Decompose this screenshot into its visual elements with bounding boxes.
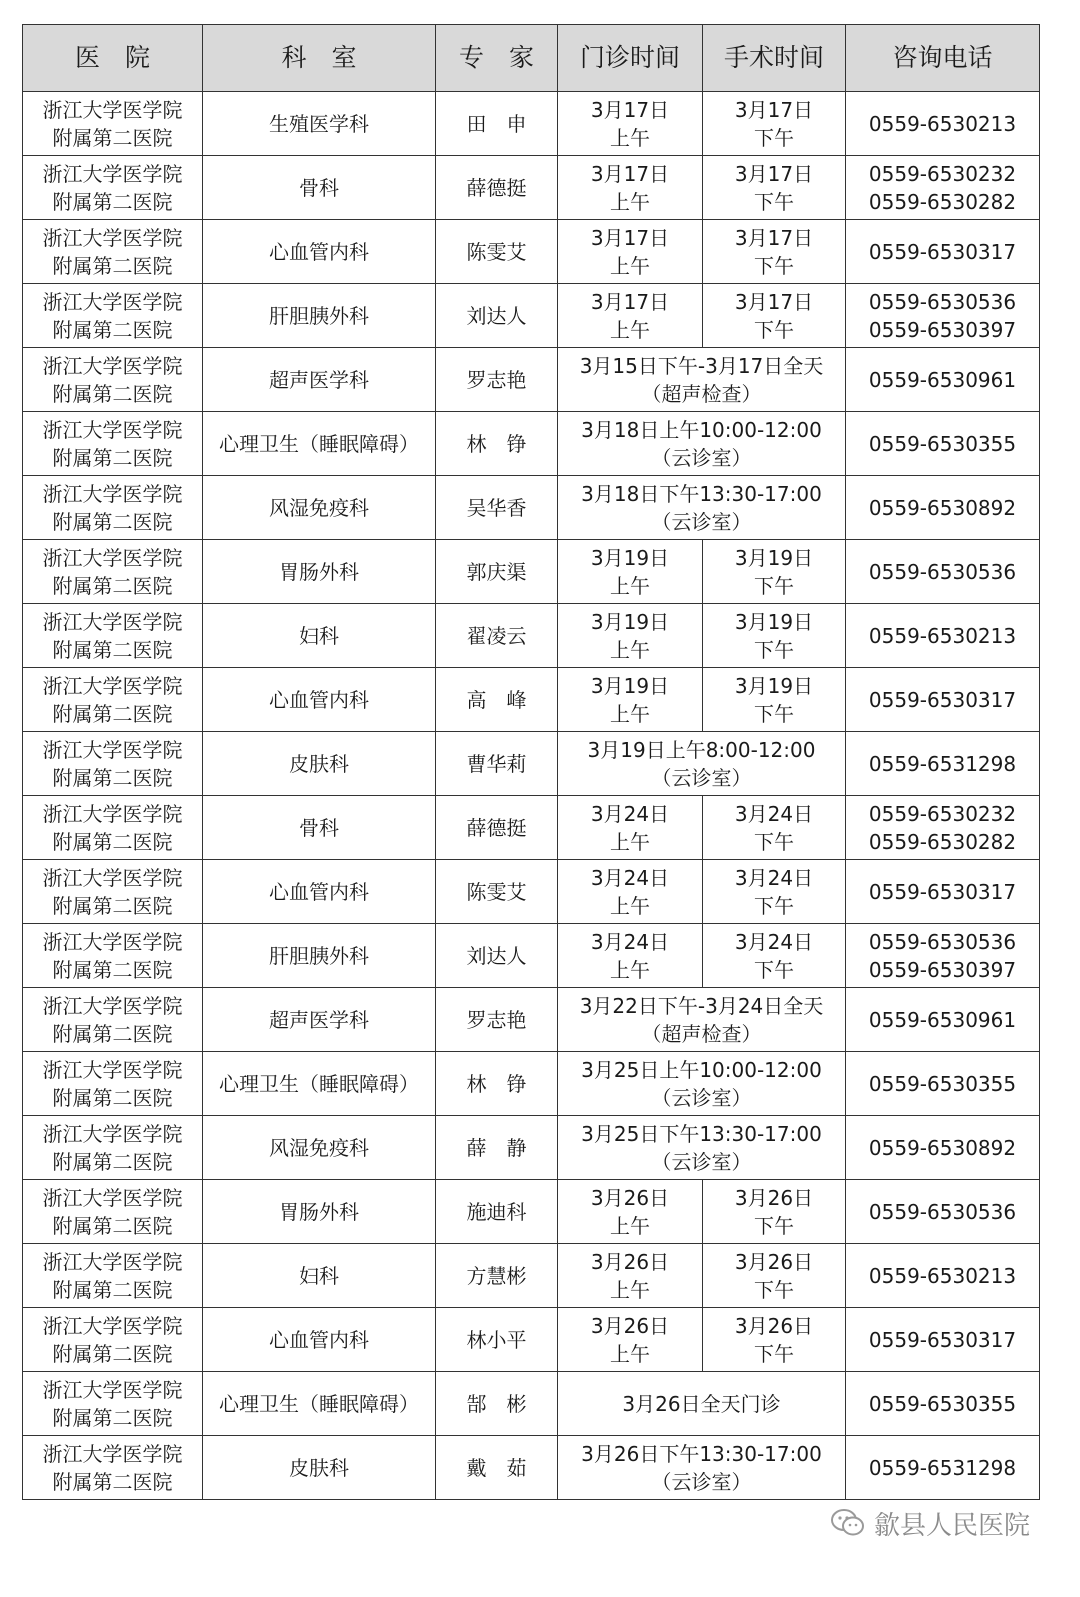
hospital-cell (23, 92, 203, 156)
clinic-time-cell-line: 3月24日 (590, 865, 670, 890)
hospital-cell-line: 附属第二医院 (52, 957, 173, 982)
surgery-time-cell (703, 1180, 846, 1244)
clinic-time-cell (558, 284, 703, 348)
phone-cell-line: 0559-6530355 (868, 1071, 1017, 1096)
phone-cell-line: 0559-6530355 (868, 431, 1017, 456)
phone-cell (846, 1372, 1040, 1436)
merged-time-cell-line: 3月26日下午13:30-17:00 (581, 1441, 822, 1466)
phone-cell (846, 92, 1040, 156)
merged-time-cell-line: （云诊室） (651, 1085, 752, 1110)
expert-cell: 方慧彬 (436, 1244, 558, 1308)
surgery-time-cell (703, 604, 846, 668)
surgery-time-cell-line: 下午 (754, 957, 794, 982)
expert-cell: 陈雯艾 (436, 860, 558, 924)
watermark-text: 歙县人民医院 (874, 1510, 1031, 1541)
hospital-cell-line: 浙江大学医学院 (42, 97, 183, 122)
expert-cell: 吴华香 (436, 476, 558, 540)
phone-cell (846, 604, 1040, 668)
phone-cell-line: 0559-6530536 (868, 289, 1017, 314)
hospital-cell-line: 附属第二医院 (52, 1149, 173, 1174)
department-cell: 生殖医学科 (203, 92, 436, 156)
hospital-cell-line: 附属第二医院 (52, 1213, 173, 1238)
surgery-time-cell-line: 3月24日 (734, 865, 814, 890)
phone-cell (846, 284, 1040, 348)
hospital-cell (23, 604, 203, 668)
phone-cell-line: 0559-6530355 (868, 1391, 1017, 1416)
clinic-time-cell (558, 1244, 703, 1308)
hospital-cell-line: 浙江大学医学院 (42, 1441, 183, 1466)
header-hospital: 医 院 (23, 25, 203, 92)
hospital-cell-line: 浙江大学医学院 (42, 1313, 183, 1338)
merged-time-cell (558, 732, 846, 796)
expert-cell: 郜 彬 (436, 1372, 558, 1436)
hospital-cell-line: 浙江大学医学院 (42, 993, 183, 1018)
merged-time-cell-line: （云诊室） (651, 765, 752, 790)
surgery-time-cell (703, 284, 846, 348)
hospital-cell-line: 附属第二医院 (52, 1469, 173, 1494)
phone-cell (846, 668, 1040, 732)
department-cell: 肝胆胰外科 (203, 284, 436, 348)
phone-cell-line: 0559-6530232 (868, 161, 1017, 186)
hospital-cell-line: 附属第二医院 (52, 125, 173, 150)
phone-cell-line: 0559-6530213 (868, 1263, 1017, 1288)
table-row (23, 220, 1040, 284)
hospital-cell (23, 540, 203, 604)
phone-cell-line: 0559-6531298 (868, 1455, 1017, 1480)
clinic-time-cell-line: 上午 (610, 1213, 650, 1238)
hospital-cell-line: 附属第二医院 (52, 1405, 173, 1430)
hospital-cell (23, 988, 203, 1052)
phone-cell (846, 796, 1040, 860)
clinic-time-cell (558, 860, 703, 924)
surgery-time-cell-line: 下午 (754, 893, 794, 918)
table-row (23, 1052, 1040, 1116)
surgery-time-cell-line: 下午 (754, 829, 794, 854)
merged-time-cell-line: 3月19日上午8:00-12:00 (587, 737, 816, 762)
hospital-cell (23, 1244, 203, 1308)
clinic-time-cell (558, 1180, 703, 1244)
clinic-time-cell-line: 3月17日 (590, 225, 670, 250)
phone-cell (846, 1436, 1040, 1500)
surgery-time-cell-line: 下午 (754, 125, 794, 150)
expert-cell: 薛 静 (436, 1116, 558, 1180)
hospital-cell-line: 浙江大学医学院 (42, 1185, 183, 1210)
clinic-time-cell (558, 92, 703, 156)
clinic-time-cell-line: 3月19日 (590, 609, 670, 634)
surgery-time-cell-line: 下午 (754, 253, 794, 278)
merged-time-cell-line: （超声检查） (641, 1021, 762, 1046)
clinic-time-cell-line: 上午 (610, 317, 650, 342)
merged-time-cell-line: 3月15日下午-3月17日全天 (579, 353, 824, 378)
hospital-cell (23, 220, 203, 284)
table-row (23, 348, 1040, 412)
department-cell: 心血管内科 (203, 860, 436, 924)
clinic-time-cell-line: 3月17日 (590, 289, 670, 314)
clinic-time-cell-line: 上午 (610, 957, 650, 982)
hospital-cell-line: 附属第二医院 (52, 253, 173, 278)
expert-cell: 戴 茹 (436, 1436, 558, 1500)
hospital-cell (23, 476, 203, 540)
table-row (23, 860, 1040, 924)
surgery-time-cell-line: 3月19日 (734, 545, 814, 570)
table-row (23, 668, 1040, 732)
merged-time-cell (558, 412, 846, 476)
expert-cell: 林 铮 (436, 412, 558, 476)
phone-cell (846, 412, 1040, 476)
clinic-time-cell (558, 1308, 703, 1372)
surgery-time-cell-line: 下午 (754, 1277, 794, 1302)
hospital-cell (23, 348, 203, 412)
merged-time-cell (558, 476, 846, 540)
hospital-cell-line: 附属第二医院 (52, 765, 173, 790)
phone-cell (846, 924, 1040, 988)
table-row (23, 1436, 1040, 1500)
merged-time-cell-line: （云诊室） (651, 1149, 752, 1174)
clinic-time-cell-line: 3月24日 (590, 801, 670, 826)
expert-cell: 罗志艳 (436, 348, 558, 412)
department-cell: 骨科 (203, 796, 436, 860)
hospital-cell-line: 附属第二医院 (52, 573, 173, 598)
hospital-cell-line: 附属第二医院 (52, 637, 173, 662)
surgery-time-cell-line: 3月19日 (734, 673, 814, 698)
clinic-time-cell-line: 3月26日 (590, 1313, 670, 1338)
hospital-cell-line: 附属第二医院 (52, 189, 173, 214)
hospital-cell-line: 浙江大学医学院 (42, 801, 183, 826)
phone-cell (846, 1052, 1040, 1116)
merged-time-cell-line: （云诊室） (651, 1469, 752, 1494)
department-cell: 妇科 (203, 1244, 436, 1308)
phone-cell (846, 1308, 1040, 1372)
clinic-time-cell-line: 上午 (610, 253, 650, 278)
phone-cell-line: 0559-6531298 (868, 751, 1017, 776)
surgery-time-cell-line: 下午 (754, 317, 794, 342)
department-cell: 肝胆胰外科 (203, 924, 436, 988)
merged-time-cell-line: 3月26日全天门诊 (622, 1391, 781, 1416)
hospital-cell-line: 浙江大学医学院 (42, 1121, 183, 1146)
surgery-time-cell (703, 92, 846, 156)
expert-cell: 罗志艳 (436, 988, 558, 1052)
department-cell: 超声医学科 (203, 988, 436, 1052)
header-surgery-time: 手术时间 (703, 25, 846, 92)
wechat-icon (830, 1508, 866, 1538)
surgery-time-cell (703, 1244, 846, 1308)
table-row (23, 92, 1040, 156)
expert-cell: 曹华莉 (436, 732, 558, 796)
hospital-cell-line: 附属第二医院 (52, 381, 173, 406)
clinic-time-cell-line: 上午 (610, 893, 650, 918)
clinic-time-cell (558, 668, 703, 732)
table-row (23, 156, 1040, 220)
hospital-cell-line: 附属第二医院 (52, 893, 173, 918)
clinic-time-cell (558, 604, 703, 668)
department-cell: 胃肠外科 (203, 1180, 436, 1244)
header-department: 科 室 (203, 25, 436, 92)
table-row (23, 604, 1040, 668)
phone-cell-line: 0559-6530317 (868, 687, 1017, 712)
merged-time-cell (558, 1372, 846, 1436)
department-cell: 心血管内科 (203, 220, 436, 284)
clinic-time-cell-line: 3月26日 (590, 1185, 670, 1210)
hospital-cell-line: 浙江大学医学院 (42, 1057, 183, 1082)
surgery-time-cell-line: 下午 (754, 189, 794, 214)
hospital-cell (23, 1436, 203, 1500)
clinic-time-cell-line: 3月26日 (590, 1249, 670, 1274)
expert-cell: 陈雯艾 (436, 220, 558, 284)
hospital-cell (23, 924, 203, 988)
expert-cell: 薛德挺 (436, 156, 558, 220)
department-cell: 超声医学科 (203, 348, 436, 412)
department-cell: 皮肤科 (203, 732, 436, 796)
phone-cell-line: 0559-6530317 (868, 1327, 1017, 1352)
merged-time-cell-line: 3月25日上午10:00-12:00 (581, 1057, 822, 1082)
table-row (23, 412, 1040, 476)
table-row (23, 732, 1040, 796)
surgery-time-cell-line: 下午 (754, 637, 794, 662)
merged-time-cell (558, 1116, 846, 1180)
hospital-cell (23, 1180, 203, 1244)
merged-time-cell (558, 348, 846, 412)
hospital-cell-line: 浙江大学医学院 (42, 673, 183, 698)
clinic-time-cell-line: 上午 (610, 125, 650, 150)
clinic-time-cell-line: 上午 (610, 573, 650, 598)
phone-cell (846, 732, 1040, 796)
surgery-time-cell (703, 156, 846, 220)
table-row (23, 1180, 1040, 1244)
department-cell: 心理卫生（睡眠障碍） (203, 412, 436, 476)
hospital-cell-line: 浙江大学医学院 (42, 929, 183, 954)
phone-cell-line: 0559-6530892 (868, 495, 1017, 520)
surgery-time-cell-line: 3月26日 (734, 1185, 814, 1210)
hospital-cell-line: 附属第二医院 (52, 445, 173, 470)
phone-cell-line: 0559-6530232 (868, 801, 1017, 826)
clinic-time-cell-line: 3月17日 (590, 161, 670, 186)
table-row (23, 540, 1040, 604)
phone-cell (846, 1180, 1040, 1244)
phone-cell-line: 0559-6530213 (868, 623, 1017, 648)
phone-cell (846, 156, 1040, 220)
surgery-time-cell-line: 3月24日 (734, 929, 814, 954)
surgery-time-cell (703, 540, 846, 604)
surgery-time-cell-line: 3月17日 (734, 225, 814, 250)
clinic-time-cell-line: 上午 (610, 1341, 650, 1366)
phone-cell-line: 0559-6530536 (868, 929, 1017, 954)
clinic-time-cell-line: 上午 (610, 829, 650, 854)
clinic-time-cell-line: 3月17日 (590, 97, 670, 122)
hospital-cell (23, 796, 203, 860)
phone-cell-line: 0559-6530536 (868, 559, 1017, 584)
hospital-cell-line: 浙江大学医学院 (42, 1249, 183, 1274)
surgery-time-cell (703, 668, 846, 732)
surgery-time-cell-line: 3月17日 (734, 161, 814, 186)
expert-cell: 施迪科 (436, 1180, 558, 1244)
clinic-time-cell (558, 796, 703, 860)
clinic-time-cell-line: 上午 (610, 189, 650, 214)
merged-time-cell-line: （超声检查） (641, 381, 762, 406)
merged-time-cell-line: （云诊室） (651, 509, 752, 534)
hospital-cell-line: 附属第二医院 (52, 509, 173, 534)
table-row (23, 796, 1040, 860)
schedule-table (22, 24, 1040, 1500)
hospital-cell-line: 浙江大学医学院 (42, 1377, 183, 1402)
phone-cell (846, 860, 1040, 924)
surgery-time-cell-line: 3月17日 (734, 97, 814, 122)
surgery-time-cell-line: 3月17日 (734, 289, 814, 314)
surgery-time-cell-line: 下午 (754, 573, 794, 598)
hospital-cell-line: 附属第二医院 (52, 829, 173, 854)
surgery-time-cell (703, 924, 846, 988)
surgery-time-cell-line: 3月26日 (734, 1249, 814, 1274)
department-cell: 心理卫生（睡眠障碍） (203, 1052, 436, 1116)
table-row (23, 924, 1040, 988)
hospital-cell-line: 浙江大学医学院 (42, 481, 183, 506)
hospital-cell (23, 156, 203, 220)
department-cell: 妇科 (203, 604, 436, 668)
table-row (23, 284, 1040, 348)
table-row (23, 1372, 1040, 1436)
phone-cell-line: 0559-6530397 (868, 317, 1017, 342)
clinic-time-cell-line: 3月24日 (590, 929, 670, 954)
phone-cell-line: 0559-6530282 (868, 189, 1017, 214)
hospital-cell-line: 浙江大学医学院 (42, 225, 183, 250)
clinic-time-cell (558, 540, 703, 604)
surgery-time-cell-line: 下午 (754, 1341, 794, 1366)
expert-cell: 刘达人 (436, 924, 558, 988)
clinic-time-cell (558, 924, 703, 988)
hospital-cell-line: 附属第二医院 (52, 1021, 173, 1046)
surgery-time-cell-line: 下午 (754, 701, 794, 726)
department-cell: 胃肠外科 (203, 540, 436, 604)
phone-cell-line: 0559-6530282 (868, 829, 1017, 854)
hospital-cell-line: 浙江大学医学院 (42, 417, 183, 442)
clinic-time-cell-line: 上午 (610, 637, 650, 662)
hospital-cell (23, 1308, 203, 1372)
expert-cell: 郭庆渠 (436, 540, 558, 604)
clinic-time-cell-line: 3月19日 (590, 673, 670, 698)
header-clinic-time: 门诊时间 (558, 25, 703, 92)
expert-cell: 林 铮 (436, 1052, 558, 1116)
phone-cell-line: 0559-6530397 (868, 957, 1017, 982)
phone-cell (846, 220, 1040, 284)
phone-cell (846, 988, 1040, 1052)
hospital-cell (23, 860, 203, 924)
merged-time-cell-line: 3月25日下午13:30-17:00 (581, 1121, 822, 1146)
department-cell: 风湿免疫科 (203, 476, 436, 540)
expert-cell: 翟凌云 (436, 604, 558, 668)
department-cell: 风湿免疫科 (203, 1116, 436, 1180)
department-cell: 心血管内科 (203, 668, 436, 732)
merged-time-cell-line: 3月18日上午10:00-12:00 (581, 417, 822, 442)
phone-cell (846, 476, 1040, 540)
clinic-time-cell-line: 3月19日 (590, 545, 670, 570)
table-row (23, 476, 1040, 540)
department-cell: 心理卫生（睡眠障碍） (203, 1372, 436, 1436)
department-cell: 心血管内科 (203, 1308, 436, 1372)
surgery-time-cell-line: 下午 (754, 1213, 794, 1238)
surgery-time-cell-line: 3月19日 (734, 609, 814, 634)
surgery-time-cell (703, 220, 846, 284)
phone-cell-line: 0559-6530317 (868, 239, 1017, 264)
clinic-time-cell-line: 上午 (610, 701, 650, 726)
surgery-time-cell (703, 860, 846, 924)
header-phone: 咨询电话 (846, 25, 1040, 92)
surgery-time-cell-line: 3月26日 (734, 1313, 814, 1338)
merged-time-cell (558, 1436, 846, 1500)
expert-cell: 薛德挺 (436, 796, 558, 860)
table-row (23, 988, 1040, 1052)
merged-time-cell-line: 3月22日下午-3月24日全天 (579, 993, 824, 1018)
surgery-time-cell (703, 796, 846, 860)
header-row (23, 25, 1040, 92)
expert-cell: 高 峰 (436, 668, 558, 732)
hospital-cell-line: 浙江大学医学院 (42, 737, 183, 762)
phone-cell (846, 1244, 1040, 1308)
phone-cell-line: 0559-6530536 (868, 1199, 1017, 1224)
hospital-cell (23, 412, 203, 476)
hospital-cell (23, 1116, 203, 1180)
hospital-cell-line: 浙江大学医学院 (42, 609, 183, 634)
hospital-cell-line: 附属第二医院 (52, 317, 173, 342)
department-cell: 皮肤科 (203, 1436, 436, 1500)
merged-time-cell (558, 1052, 846, 1116)
phone-cell (846, 540, 1040, 604)
surgery-time-cell (703, 1308, 846, 1372)
hospital-cell-line: 附属第二医院 (52, 1085, 173, 1110)
phone-cell-line: 0559-6530892 (868, 1135, 1017, 1160)
merged-time-cell (558, 988, 846, 1052)
merged-time-cell-line: 3月18日下午13:30-17:00 (581, 481, 822, 506)
clinic-time-cell (558, 156, 703, 220)
clinic-time-cell-line: 上午 (610, 1277, 650, 1302)
hospital-cell (23, 1372, 203, 1436)
hospital-cell-line: 附属第二医院 (52, 1341, 173, 1366)
table-row (23, 1116, 1040, 1180)
phone-cell-line: 0559-6530317 (868, 879, 1017, 904)
phone-cell (846, 348, 1040, 412)
table-row (23, 1308, 1040, 1372)
phone-cell-line: 0559-6530213 (868, 111, 1017, 136)
expert-cell: 田 申 (436, 92, 558, 156)
expert-cell: 林小平 (436, 1308, 558, 1372)
hospital-cell-line: 浙江大学医学院 (42, 545, 183, 570)
hospital-cell (23, 1052, 203, 1116)
department-cell: 骨科 (203, 156, 436, 220)
expert-cell: 刘达人 (436, 284, 558, 348)
header-expert: 专 家 (436, 25, 558, 92)
merged-time-cell-line: （云诊室） (651, 445, 752, 470)
hospital-cell-line: 浙江大学医学院 (42, 289, 183, 314)
hospital-cell-line: 浙江大学医学院 (42, 865, 183, 890)
hospital-cell (23, 668, 203, 732)
clinic-time-cell (558, 220, 703, 284)
watermark (830, 1506, 1030, 1540)
phone-cell-line: 0559-6530961 (868, 1007, 1017, 1032)
phone-cell-line: 0559-6530961 (868, 367, 1017, 392)
table-row (23, 1244, 1040, 1308)
surgery-time-cell-line: 3月24日 (734, 801, 814, 826)
hospital-cell (23, 732, 203, 796)
phone-cell (846, 1116, 1040, 1180)
hospital-cell-line: 附属第二医院 (52, 701, 173, 726)
hospital-cell-line: 浙江大学医学院 (42, 353, 183, 378)
hospital-cell-line: 浙江大学医学院 (42, 161, 183, 186)
hospital-cell-line: 附属第二医院 (52, 1277, 173, 1302)
hospital-cell (23, 284, 203, 348)
